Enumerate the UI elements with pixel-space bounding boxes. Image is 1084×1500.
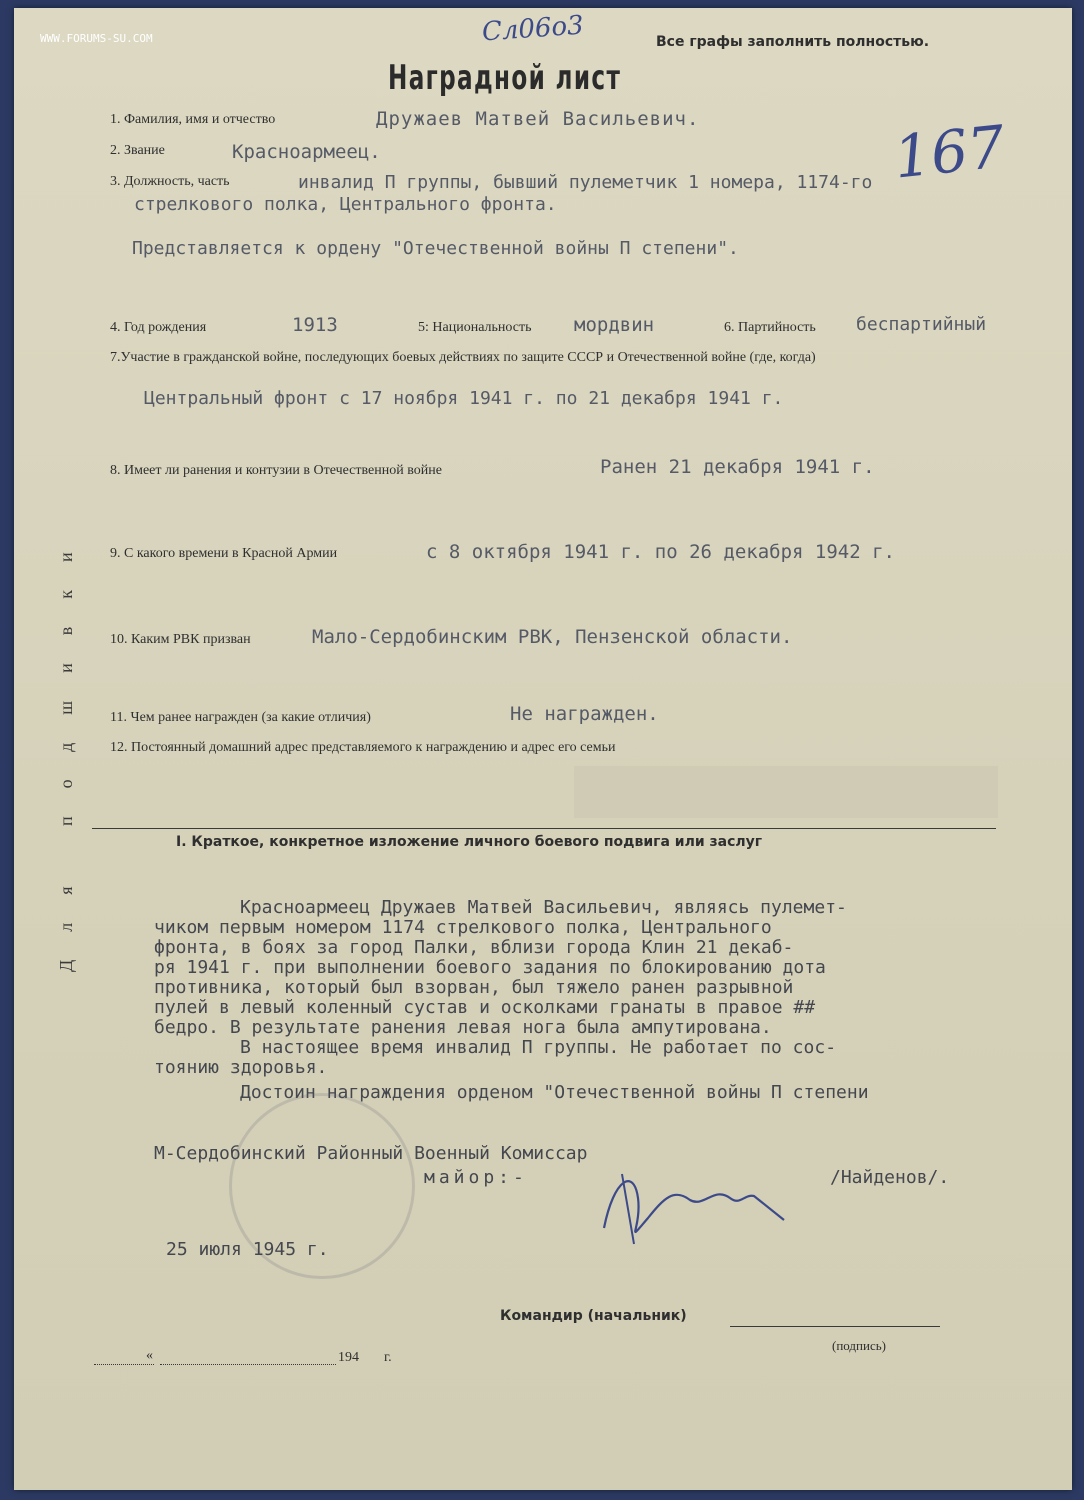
- narrative-line: В настоящее время инвалид П группы. Не работает по сос-: [240, 1037, 837, 1058]
- field-6-value: беспартийный: [856, 314, 987, 335]
- narrative-line: противника, который был взорван, был тяжело ранен разрывной: [154, 977, 794, 998]
- signatory-name: /Найденов/.: [830, 1167, 950, 1188]
- narrative-line: Достоин награждения орденом "Отечественной войны П степени: [240, 1082, 869, 1103]
- field-4-value: 1913: [292, 314, 338, 336]
- field-3-value-line2: стрелкового полка, Центрального фронта.: [134, 194, 557, 215]
- commander-signature-line: [730, 1326, 940, 1327]
- field-12-label: 12. Постоянный домашний адрес представляемого к награждению и адрес его семьи: [110, 740, 616, 755]
- narrative-line: ря 1941 г. при выполнении боевого задания по блокированию дота: [154, 957, 826, 978]
- field-10-value: Мало-Сердобинским РВК, Пензенской области.: [312, 626, 793, 648]
- section-divider: [92, 828, 996, 829]
- commander-label: Командир (начальник): [500, 1308, 687, 1324]
- narrative-line: бедро. В результате ранения левая нога была ампутирована.: [154, 1017, 772, 1038]
- field-9-value: с 8 октября 1941 г. по 26 декабря 1942 г.: [426, 541, 895, 563]
- field-5-label: 5: Национальность: [418, 320, 532, 335]
- field-11-label: 11. Чем ранее награжден (за какие отличия): [110, 710, 371, 725]
- year-suffix: г.: [384, 1350, 392, 1365]
- field-9-label: 9. С какого времени в Красной Армии: [110, 546, 338, 561]
- field-3-value-line1: инвалид П группы, бывший пулеметчик 1 номера, 1174-го: [298, 172, 873, 193]
- archive-note: Сл06о3: [481, 10, 585, 48]
- narrative-line: чиком первым номером 1174 стрелкового полка, Центрального: [154, 917, 772, 938]
- date-quote: «: [146, 1348, 153, 1363]
- page-title: Наградной лист: [388, 58, 622, 98]
- field-7-value: Центральный фронт с 17 ноября 1941 г. по 21 декабря 1941 г.: [144, 388, 784, 409]
- award-sheet: [14, 8, 1072, 1490]
- field-5-value: мордвин: [574, 314, 655, 336]
- field-10-label: 10. Каким РВК призван: [110, 632, 251, 647]
- footer-month-line: [160, 1364, 336, 1366]
- section-heading: I. Краткое, конкретное изложение личного боевого подвига или заслуг: [176, 834, 763, 850]
- redacted-address: [574, 766, 998, 818]
- signatory-rank: майор:-: [424, 1167, 528, 1188]
- field-1-label: 1. Фамилия, имя и отчество: [110, 112, 276, 127]
- field-11-value: Не награжден.: [510, 703, 659, 725]
- field-7-label: 7.Участие в гражданской войне, последующих боевых действиях по защите СССР и Отечественной войне (где, когда): [110, 350, 816, 365]
- field-4-label: 4. Год рождения: [110, 320, 207, 335]
- date-signed: 25 июля 1945 г.: [166, 1239, 329, 1260]
- year-prefix: 194: [338, 1350, 359, 1365]
- footer-day-line: [94, 1364, 154, 1366]
- side-label: Для подшивки: [56, 524, 76, 972]
- nomination-text: Представляется к ордену "Отечественной войны П степени".: [132, 238, 739, 259]
- narrative-line: Красноармеец Дружаев Матвей Васильевич, являясь пулемет-: [240, 897, 847, 918]
- field-8-value: Ранен 21 декабря 1941 г.: [600, 456, 875, 478]
- watermark: WWW.FORUMS-SU.COM: [40, 32, 153, 45]
- handwritten-number: 167: [890, 112, 1008, 192]
- field-8-label: 8. Имеет ли ранения и контузии в Отечественной войне: [110, 463, 442, 478]
- signatory-org: М-Сердобинский Районный Военный Комиссар: [154, 1143, 588, 1164]
- narrative-line: пулей в левый коленный сустав и осколками гранаты в правое ##: [154, 997, 816, 1018]
- narrative-line: тоянию здоровья.: [154, 1057, 328, 1078]
- handwritten-signature: [594, 1158, 794, 1248]
- field-1-value: Дружаев Матвей Васильевич.: [376, 108, 700, 130]
- field-2-value: Красноармеец.: [232, 141, 381, 163]
- field-6-label: 6. Партийность: [724, 320, 816, 335]
- signature-caption: (подпись): [832, 1338, 886, 1353]
- field-2-label: 2. Звание: [110, 143, 165, 158]
- field-3-label: 3. Должность, часть: [110, 174, 230, 189]
- instruction-text: Все графы заполнить полностью.: [656, 34, 930, 50]
- narrative-line: фронта, в боях за город Палки, вблизи города Клин 21 декаб-: [154, 937, 794, 958]
